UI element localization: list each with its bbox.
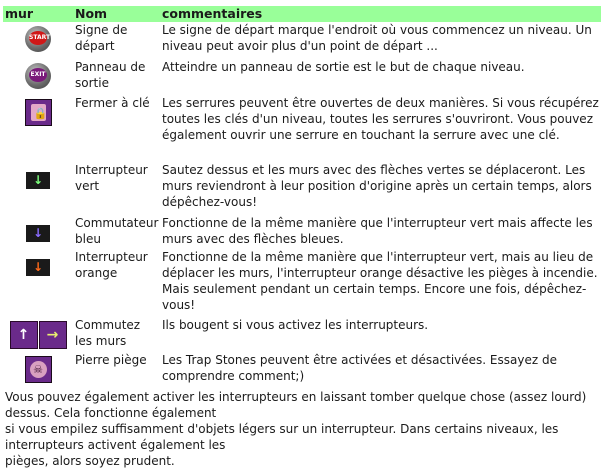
row-name: Fermer à clé [75, 96, 150, 110]
row-name: Pierre piège [75, 353, 147, 367]
lock-icon: 🔒 [25, 99, 52, 126]
footer-line-1: Vous pouvez également activer les interrupteurs en laissant tomber quelque chose (assez lourd) dessus. Cela fonctionne également [5, 390, 587, 420]
footer-note [5, 389, 603, 469]
blue-switch-icon: ↓ [26, 225, 50, 242]
row-name: Commutateur bleu [75, 216, 159, 246]
row-comment: Sautez dessus et les murs avec des flèches vertes se déplaceront. Les murs reviendront à leur position d'origine après un certain temps, alors dépêchez-vous! [162, 163, 592, 209]
row-name: Panneau de sortie [75, 60, 146, 90]
row-name: Interrupteur vert [75, 163, 148, 193]
orange-switch-icon: ↓ [26, 259, 50, 276]
table-row [3, 162, 601, 215]
row-comment: Ils bougent si vous activez les interrupteurs. [162, 318, 429, 332]
footer-line-3: pièges, alors soyez prudent. [5, 454, 175, 468]
row-comment: Fonctionne de la même manière que l'interrupteur vert, mais au lieu de déplacer les murs, l'interrupteur orange désactive les pièges à incendie. Mais seulement pendant un certain temps. Encore une fois, dépêchez-vous! [162, 250, 598, 312]
row-comment: Fonctionne de la même manière que l'interrupteur vert mais affecte les murs avec des flèches bleues. [162, 216, 593, 246]
table-row [3, 249, 601, 317]
trap-stone-icon: ☠ [25, 356, 52, 383]
start-sign-label: START [29, 31, 47, 45]
header-name: Nom [73, 6, 160, 22]
table-row [3, 59, 601, 95]
table-header-row [3, 6, 601, 22]
table-row [3, 317, 601, 352]
row-name: Commutez les murs [75, 318, 141, 348]
footer-line-2: si vous empilez suffisamment d'objets légers sur un interrupteur. Dans certains niveaux, les interrupteurs activent également les [5, 422, 559, 452]
switch-walls-icon: ↑ → [10, 321, 67, 349]
table-row [3, 22, 601, 59]
walls-table [3, 6, 601, 387]
row-comment: Les serrures peuvent être ouvertes de deux manières. Si vous récupérez toutes les clés d'un niveau, toutes les serrures s'ouvriront. Vous pouvez également ouvrir une serrure en touchant la serrure avec une clé. [162, 96, 599, 142]
start-sign-icon [25, 26, 51, 52]
header-comments: commentaires [160, 6, 601, 22]
exit-sign-label: EXIT [29, 68, 47, 82]
row-name: Interrupteur orange [75, 250, 148, 280]
green-switch-icon: ↓ [26, 172, 50, 189]
row-comment: Les Trap Stones peuvent être activées et désactivées. Essayez de comprendre comment;) [162, 353, 557, 383]
header-wall: mur [3, 6, 73, 22]
row-comment: Atteindre un panneau de sortie est le but de chaque niveau. [162, 60, 525, 74]
table-row [3, 215, 601, 249]
table-row [3, 352, 601, 387]
exit-sign-icon [25, 63, 51, 89]
row-comment: Le signe de départ marque l'endroit où vous commencez un niveau. Un niveau peut avoir plus d'un point de départ ... [162, 23, 592, 53]
table-row [3, 95, 601, 162]
row-name: Signe de départ [75, 23, 128, 53]
